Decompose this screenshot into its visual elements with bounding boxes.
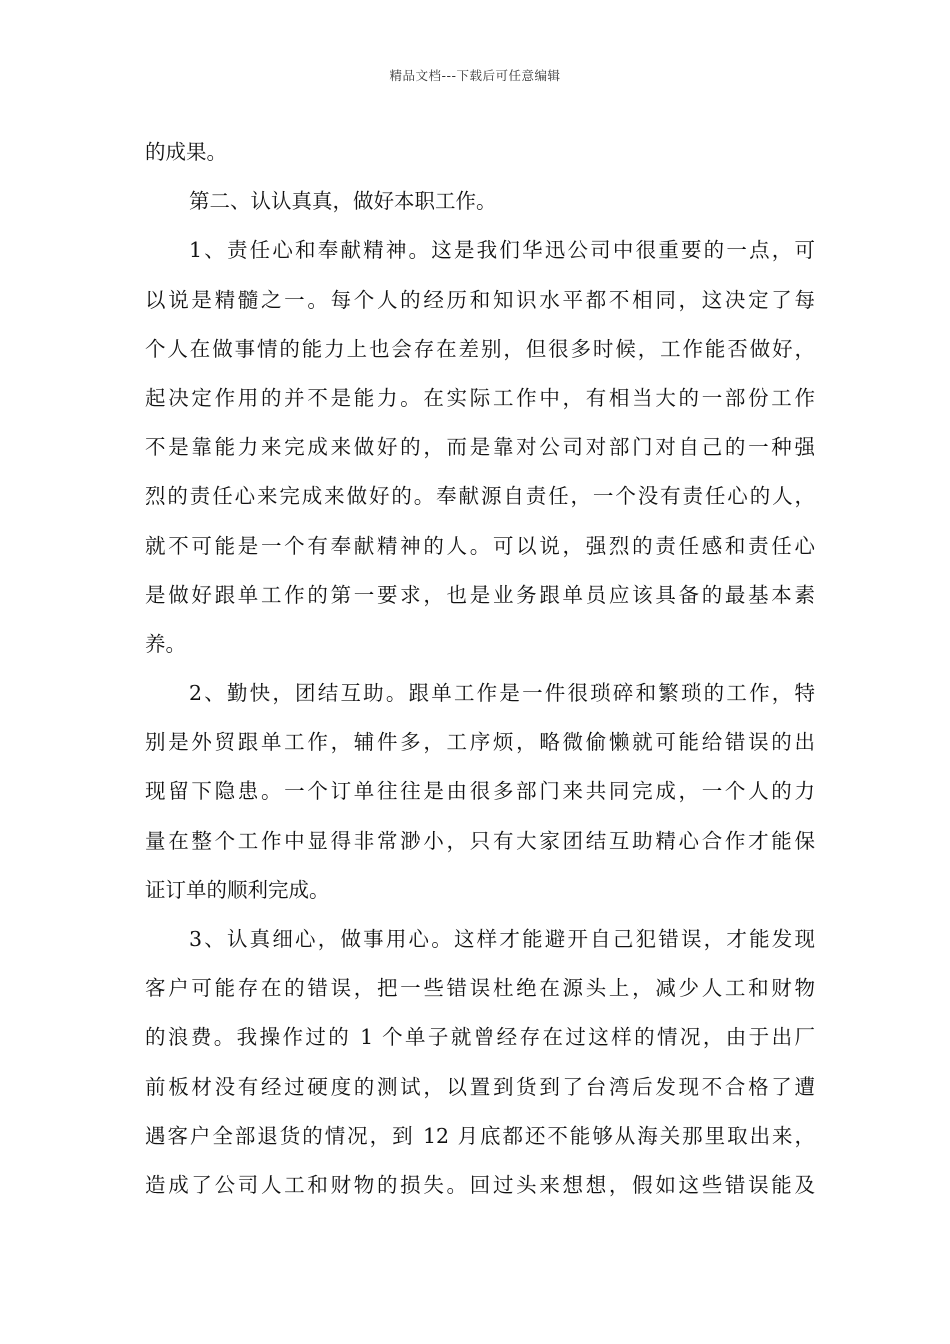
text-line: 遇客户全部退货的情况，到 12 月底都还不能够从海关那里取出来，: [145, 1123, 815, 1148]
text-line: 养。: [145, 631, 186, 656]
text-line: 个人在做事情的能力上也会存在差别，但很多时候，工作能否做好，: [145, 336, 815, 361]
text-line: 造成了公司人工和财物的损失。回过头来想想，假如这些错误能及: [145, 1172, 815, 1197]
paragraph-first-line: 1、责任心和奉献精神。这是我们华迅公司中很重要的一点，可: [189, 238, 815, 263]
text-line: 的浪费。我操作过的 1 个单子就曾经存在过这样的情况，由于出厂: [145, 1025, 815, 1050]
paragraph-first-line: 3、认真细心，做事用心。这样才能避开自己犯错误，才能发现: [189, 927, 815, 951]
section-heading: 第二、认认真真，做好本职工作。: [189, 189, 497, 214]
text-line: 别是外贸跟单工作，辅件多，工序烦，略微偷懒就可能给错误的出: [145, 730, 815, 755]
paragraph-first-line: 2、勤快，团结互助。跟单工作是一件很琐碎和繁琐的工作，特: [189, 681, 815, 706]
text-line: 证订单的顺利完成。: [145, 877, 330, 902]
text-line: 现留下隐患。一个订单往往是由很多部门来共同完成，一个人的力: [145, 779, 815, 804]
text-line: 不是靠能力来完成来做好的，而是靠对公司对部门对自己的一种强: [145, 435, 815, 460]
page-header: 精品文档---下载后可任意编辑: [389, 68, 561, 83]
text-line: 以说是精髓之一。每个人的经历和知识水平都不相同，这决定了每: [145, 287, 815, 312]
text-line: 起决定作用的并不是能力。在实际工作中，有相当大的一部份工作: [145, 385, 815, 410]
text-line: 就不可能是一个有奉献精神的人。可以说，强烈的责任感和责任心: [145, 533, 815, 558]
text-line: 量在整个工作中显得非常渺小，只有大家团结互助精心合作才能保: [145, 828, 815, 853]
body-text: [145, 128, 815, 1210]
text-line: 的成果。: [145, 140, 227, 164]
text-line: 客户可能存在的错误，把一些错误杜绝在源头上，减少人工和财物: [145, 976, 815, 1001]
text-line: 是做好跟单工作的第一要求，也是业务跟单员应该具备的最基本素: [145, 582, 815, 607]
text-line: 前板材没有经过硬度的测试，以置到货到了台湾后发现不合格了遭: [145, 1074, 815, 1099]
text-line: 烈的责任心来完成来做好的。奉献源自责任，一个没有责任心的人，: [145, 484, 815, 509]
